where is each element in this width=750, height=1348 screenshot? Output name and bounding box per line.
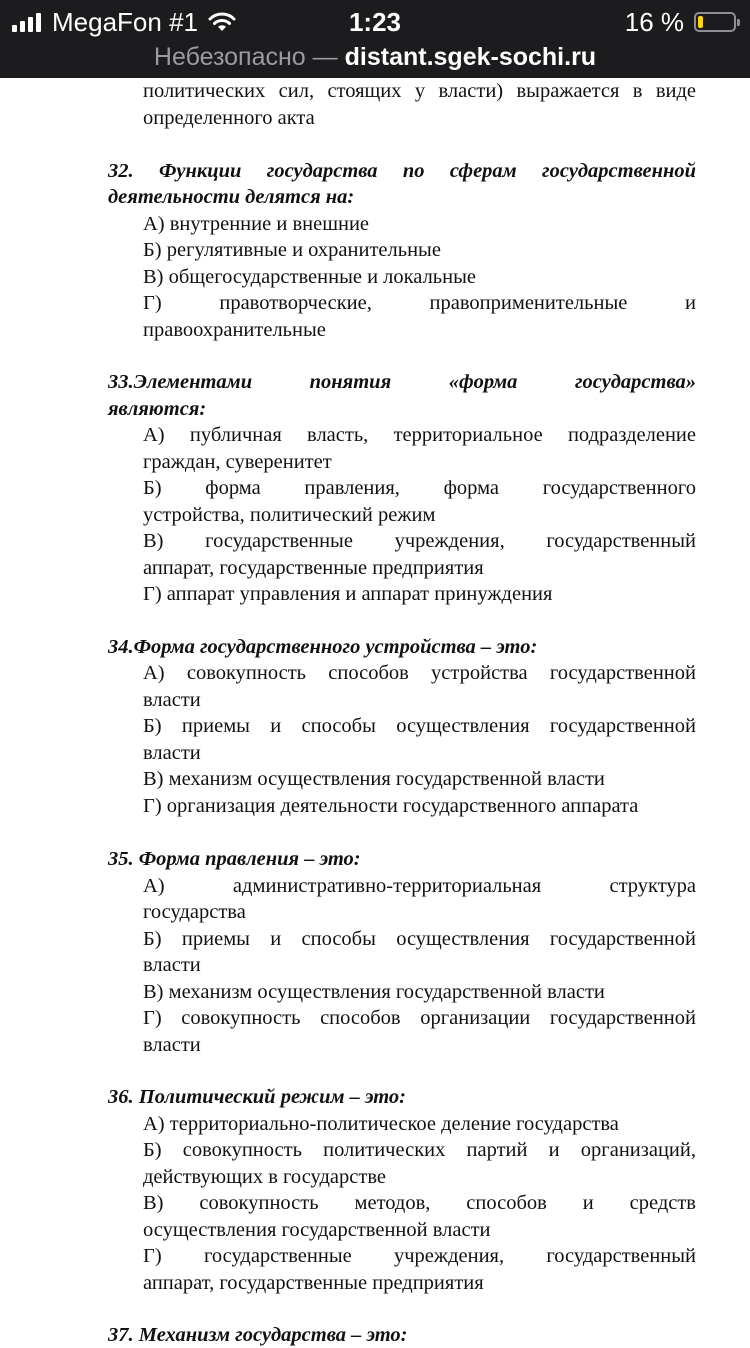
question-title: являются: — [108, 398, 207, 420]
answer-option: Г) правотворческие, правоприменительные и — [143, 292, 696, 314]
answer-option: Б) регулятивные и охранительные — [143, 239, 441, 261]
battery-percent: 16 % — [624, 6, 684, 37]
document-viewport[interactable] — [0, 78, 750, 1346]
question-title: 35. Форма правления – это: — [108, 848, 361, 870]
answer-option: действующих в государстве — [143, 1166, 386, 1188]
answer-option: Г) организация деятельности государственного аппарата — [143, 795, 639, 817]
answer-option: Г) аппарат управления и аппарат принуждения — [143, 583, 553, 605]
carrier-name: MegaFon #1 — [52, 6, 198, 37]
wifi-icon — [208, 12, 236, 32]
clock-time: 1:23 — [348, 7, 402, 37]
answer-option: В) общегосударственные и локальные — [143, 266, 476, 288]
signal-strength-icon — [12, 12, 44, 32]
answer-option: устройства, политический режим — [143, 504, 436, 526]
question-title: 36. Политический режим – это: — [108, 1086, 407, 1108]
answer-option: Г) государственные учреждения, государственный — [143, 1245, 696, 1267]
answer-option: власти — [143, 1034, 201, 1056]
address-bar[interactable] — [0, 44, 750, 78]
answer-option: осуществления государственной власти — [143, 1219, 491, 1241]
answer-option: Б) приемы и способы осуществления государственной — [143, 928, 696, 950]
answer-option: аппарат, государственные предприятия — [143, 557, 484, 579]
answer-option: Г) совокупность способов организации государственной — [143, 1007, 696, 1029]
answer-option: власти — [143, 954, 201, 976]
fragment-line: определенного акта — [143, 107, 315, 129]
question-title: 33.Элементами понятия «форма государства» — [108, 371, 696, 393]
answer-option: А) административно-территориальная структура — [143, 875, 696, 897]
question-title: 37. Механизм государства – это: — [108, 1324, 408, 1346]
answer-option: власти — [143, 742, 201, 764]
question-title: 34.Форма государственного устройства – это: — [108, 636, 538, 658]
answer-option: А) внутренние и внешние — [143, 213, 370, 235]
answer-option: аппарат, государственные предприятия — [143, 1272, 484, 1294]
answer-option: В) механизм осуществления государственной власти — [143, 981, 605, 1003]
fragment-line: политических сил, стоящих у власти) выражается в виде — [143, 80, 696, 102]
battery-group — [625, 6, 736, 38]
question-title: 32. Функции государства по сферам государственной — [108, 160, 696, 182]
carrier-group — [12, 6, 236, 38]
answer-option: Б) форма правления, форма государственного — [143, 477, 696, 499]
answer-option: Б) приемы и способы осуществления государственной — [143, 715, 696, 737]
answer-option: А) территориально-политическое деление государства — [143, 1113, 619, 1135]
answer-option: В) государственные учреждения, государственный — [143, 530, 696, 552]
answer-option: В) механизм осуществления государственной власти — [143, 768, 605, 790]
battery-icon — [694, 12, 736, 32]
answer-option: А) совокупность способов устройства государственной — [143, 662, 696, 684]
question-title: деятельности делятся на: — [108, 186, 355, 208]
site-domain: distant.sgek-sochi.ru — [344, 43, 597, 71]
answer-option: государства — [143, 901, 246, 923]
answer-option: правоохранительные — [143, 319, 326, 341]
status-bar — [0, 0, 750, 44]
insecure-label: Небезопасно — — [153, 43, 338, 71]
answer-option: Б) совокупность политических партий и организаций, — [143, 1139, 696, 1161]
answer-option: граждан, суверенитет — [143, 451, 332, 473]
answer-option: А) публичная власть, территориальное подразделение — [143, 424, 696, 446]
answer-option: В) совокупность методов, способов и средств — [143, 1192, 696, 1214]
answer-option: власти — [143, 689, 201, 711]
